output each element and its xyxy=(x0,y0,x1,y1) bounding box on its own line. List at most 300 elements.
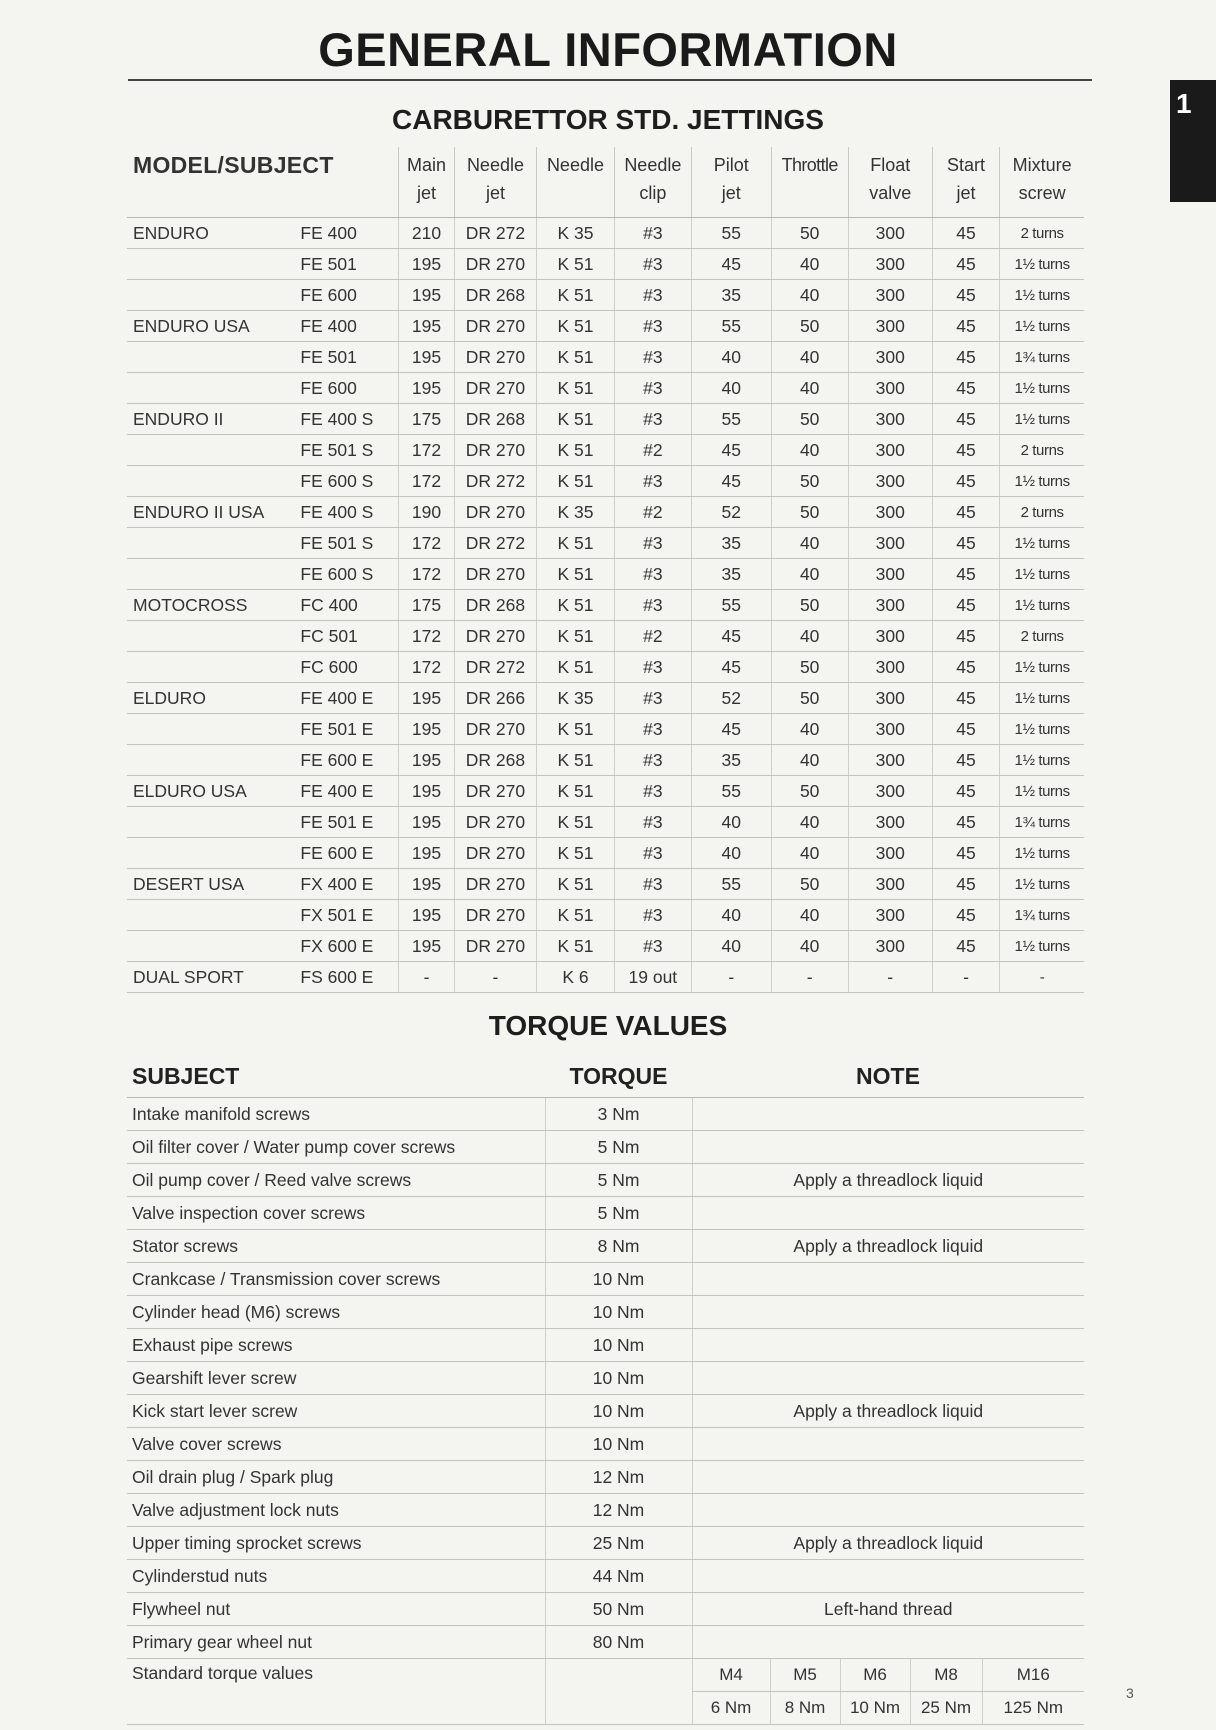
carburettor-header-row xyxy=(127,147,1084,218)
cell-needle: K 51 xyxy=(537,466,615,497)
cell-needle-jet: DR 270 xyxy=(454,311,536,342)
cell-throttle: 50 xyxy=(771,776,848,807)
standard-torque-m8: 25 Nm xyxy=(910,1692,982,1725)
cell-model: FE 600 xyxy=(294,280,398,311)
cell-start-jet: 45 xyxy=(932,776,999,807)
cell-main-jet: 195 xyxy=(399,931,455,962)
torque-note xyxy=(692,1098,1084,1131)
torque-subject: Upper timing sprocket screws xyxy=(127,1527,545,1560)
cell-group xyxy=(127,900,294,931)
cell-model: FE 400 E xyxy=(294,683,398,714)
cell-throttle: 40 xyxy=(771,621,848,652)
cell-group xyxy=(127,838,294,869)
carburettor-row xyxy=(127,652,1084,683)
cell-start-jet: 45 xyxy=(932,373,999,404)
cell-throttle: 50 xyxy=(771,404,848,435)
cell-needle-jet: DR 270 xyxy=(454,373,536,404)
torque-row xyxy=(127,1131,1084,1164)
cell-pilot-jet: 45 xyxy=(691,435,771,466)
cell-float-valve: 300 xyxy=(848,838,932,869)
cell-start-jet: 45 xyxy=(932,466,999,497)
torque-row xyxy=(127,1428,1084,1461)
cell-float-valve: 300 xyxy=(848,590,932,621)
carburettor-row xyxy=(127,528,1084,559)
cell-start-jet: 45 xyxy=(932,838,999,869)
cell-float-valve: 300 xyxy=(848,559,932,590)
cell-main-jet: 172 xyxy=(399,528,455,559)
cell-needle-jet: DR 268 xyxy=(454,745,536,776)
cell-main-jet: 172 xyxy=(399,559,455,590)
cell-main-jet: 195 xyxy=(399,838,455,869)
cell-mixture-screw: 1½ turns xyxy=(1000,776,1084,807)
cell-needle-jet: DR 268 xyxy=(454,280,536,311)
cell-needle-jet: DR 270 xyxy=(454,435,536,466)
cell-main-jet: 172 xyxy=(399,435,455,466)
torque-row xyxy=(127,1230,1084,1263)
cell-start-jet: 45 xyxy=(932,218,999,249)
cell-mixture-screw: 1½ turns xyxy=(1000,745,1084,776)
cell-pilot-jet: 55 xyxy=(691,218,771,249)
cell-pilot-jet: 45 xyxy=(691,714,771,745)
cell-model: FE 600 S xyxy=(294,466,398,497)
torque-subject: Oil drain plug / Spark plug xyxy=(127,1461,545,1494)
carburettor-row xyxy=(127,683,1084,714)
cell-needle-jet: DR 272 xyxy=(454,652,536,683)
thread-size-m16: M16 xyxy=(982,1659,1084,1692)
cell-throttle: 40 xyxy=(771,342,848,373)
cell-throttle: 40 xyxy=(771,280,848,311)
cell-needle-jet: DR 270 xyxy=(454,714,536,745)
cell-needle-jet: DR 266 xyxy=(454,683,536,714)
cell-needle: K 51 xyxy=(537,838,615,869)
cell-float-valve: 300 xyxy=(848,528,932,559)
cell-needle-clip: #3 xyxy=(614,311,691,342)
cell-mixture-screw: 1½ turns xyxy=(1000,931,1084,962)
cell-float-valve: 300 xyxy=(848,652,932,683)
cell-start-jet: 45 xyxy=(932,404,999,435)
cell-pilot-jet: 55 xyxy=(691,311,771,342)
cell-group xyxy=(127,373,294,404)
cell-throttle: 50 xyxy=(771,652,848,683)
torque-row xyxy=(127,1098,1084,1131)
cell-float-valve: 300 xyxy=(848,621,932,652)
cell-main-jet: 195 xyxy=(399,745,455,776)
cell-needle-clip: #3 xyxy=(614,528,691,559)
cell-model: FE 600 E xyxy=(294,745,398,776)
cell-pilot-jet: 40 xyxy=(691,931,771,962)
cell-pilot-jet: 40 xyxy=(691,807,771,838)
cell-group xyxy=(127,714,294,745)
cell-needle: K 51 xyxy=(537,869,615,900)
torque-subject: Primary gear wheel nut xyxy=(127,1626,545,1659)
cell-pilot-jet: - xyxy=(691,962,771,993)
torque-note xyxy=(692,1461,1084,1494)
cell-group: DESERT USA xyxy=(127,869,294,900)
cell-model: FE 400 S xyxy=(294,497,398,528)
cell-needle: K 51 xyxy=(537,249,615,280)
cell-model: FE 600 S xyxy=(294,559,398,590)
cell-needle-jet: DR 270 xyxy=(454,838,536,869)
cell-needle-jet: - xyxy=(454,962,536,993)
cell-main-jet: 195 xyxy=(399,807,455,838)
torque-note xyxy=(692,1428,1084,1461)
carburettor-row xyxy=(127,900,1084,931)
cell-start-jet: 45 xyxy=(932,621,999,652)
torque-row xyxy=(127,1296,1084,1329)
cell-needle-clip: #3 xyxy=(614,900,691,931)
cell-float-valve: 300 xyxy=(848,280,932,311)
cell-needle: K 35 xyxy=(537,218,615,249)
cell-model: FE 501 xyxy=(294,249,398,280)
cell-throttle: 50 xyxy=(771,466,848,497)
cell-mixture-screw: 1½ turns xyxy=(1000,466,1084,497)
cell-main-jet: 195 xyxy=(399,776,455,807)
cell-group: ENDURO II xyxy=(127,404,294,435)
torque-row xyxy=(127,1527,1084,1560)
cell-float-valve: 300 xyxy=(848,931,932,962)
cell-float-valve: 300 xyxy=(848,807,932,838)
cell-main-jet: 175 xyxy=(399,590,455,621)
cell-mixture-screw: 2 turns xyxy=(1000,497,1084,528)
cell-mixture-screw: 1½ turns xyxy=(1000,652,1084,683)
cell-needle: K 51 xyxy=(537,776,615,807)
torque-note: Apply a threadlock liquid xyxy=(692,1395,1084,1428)
cell-throttle: 50 xyxy=(771,311,848,342)
torque-subject: Cylinderstud nuts xyxy=(127,1560,545,1593)
cell-mixture-screw: 1½ turns xyxy=(1000,404,1084,435)
cell-float-valve: 300 xyxy=(848,900,932,931)
carburettor-row xyxy=(127,404,1084,435)
torque-note xyxy=(692,1329,1084,1362)
carburettor-row xyxy=(127,497,1084,528)
carburettor-row xyxy=(127,280,1084,311)
cell-needle-clip: #3 xyxy=(614,404,691,435)
cell-pilot-jet: 45 xyxy=(691,652,771,683)
carburettor-row xyxy=(127,838,1084,869)
torque-note xyxy=(692,1296,1084,1329)
torque-note xyxy=(692,1494,1084,1527)
torque-value: 10 Nm xyxy=(545,1329,692,1362)
cell-throttle: 40 xyxy=(771,373,848,404)
torque-value: 3 Nm xyxy=(545,1098,692,1131)
cell-float-valve: 300 xyxy=(848,342,932,373)
cell-group: ENDURO USA xyxy=(127,311,294,342)
cell-start-jet: 45 xyxy=(932,745,999,776)
torque-value: 5 Nm xyxy=(545,1131,692,1164)
cell-float-valve: 300 xyxy=(848,869,932,900)
cell-mixture-screw: 1½ turns xyxy=(1000,869,1084,900)
cell-main-jet: 190 xyxy=(399,497,455,528)
cell-model: FE 501 S xyxy=(294,528,398,559)
cell-float-valve: 300 xyxy=(848,311,932,342)
cell-throttle: 40 xyxy=(771,528,848,559)
cell-group: ELDURO USA xyxy=(127,776,294,807)
cell-throttle: 40 xyxy=(771,931,848,962)
cell-model: FE 400 xyxy=(294,218,398,249)
cell-group xyxy=(127,745,294,776)
cell-needle-clip: #3 xyxy=(614,683,691,714)
cell-needle-clip: #3 xyxy=(614,869,691,900)
cell-start-jet: 45 xyxy=(932,714,999,745)
cell-main-jet: 195 xyxy=(399,311,455,342)
cell-needle-clip: #3 xyxy=(614,466,691,497)
cell-group: DUAL SPORT xyxy=(127,962,294,993)
cell-main-jet: 195 xyxy=(399,342,455,373)
cell-throttle: 40 xyxy=(771,714,848,745)
cell-needle: K 51 xyxy=(537,900,615,931)
cell-throttle: 40 xyxy=(771,807,848,838)
thread-size-m6: M6 xyxy=(840,1659,910,1692)
cell-needle-clip: #3 xyxy=(614,342,691,373)
torque-section-title: TORQUE VALUES xyxy=(488,1010,728,1041)
carburettor-row xyxy=(127,342,1084,373)
cell-main-jet: 195 xyxy=(399,373,455,404)
header-note: NOTE xyxy=(692,1055,1084,1098)
torque-subject: Exhaust pipe screws xyxy=(127,1329,545,1362)
cell-needle: K 51 xyxy=(537,590,615,621)
cell-needle-jet: DR 270 xyxy=(454,807,536,838)
cell-model: FX 501 E xyxy=(294,900,398,931)
chapter-tab xyxy=(1170,80,1216,202)
cell-start-jet: 45 xyxy=(932,497,999,528)
cell-float-valve: 300 xyxy=(848,435,932,466)
cell-pilot-jet: 40 xyxy=(691,342,771,373)
chapter-number: 1 xyxy=(1176,88,1192,119)
cell-mixture-screw: 2 turns xyxy=(1000,435,1084,466)
carburettor-row xyxy=(127,745,1084,776)
cell-needle-clip: #3 xyxy=(614,590,691,621)
torque-row xyxy=(127,1263,1084,1296)
torque-subject: Stator screws xyxy=(127,1230,545,1263)
cell-start-jet: 45 xyxy=(932,869,999,900)
torque-row xyxy=(127,1362,1084,1395)
cell-pilot-jet: 55 xyxy=(691,404,771,435)
cell-needle: K 51 xyxy=(537,807,615,838)
cell-needle-jet: DR 270 xyxy=(454,249,536,280)
torque-value: 5 Nm xyxy=(545,1197,692,1230)
torque-row xyxy=(127,1593,1084,1626)
cell-main-jet: 195 xyxy=(399,714,455,745)
torque-subject: Oil pump cover / Reed valve screws xyxy=(127,1164,545,1197)
torque-subject: Cylinder head (M6) screws xyxy=(127,1296,545,1329)
cell-mixture-screw: 1¾ turns xyxy=(1000,900,1084,931)
cell-mixture-screw: 1½ turns xyxy=(1000,249,1084,280)
cell-float-valve: 300 xyxy=(848,714,932,745)
cell-needle-jet: DR 272 xyxy=(454,528,536,559)
torque-subject: Valve inspection cover screws xyxy=(127,1197,545,1230)
cell-model: FS 600 E xyxy=(294,962,398,993)
torque-value: 5 Nm xyxy=(545,1164,692,1197)
cell-main-jet: 172 xyxy=(399,621,455,652)
carburettor-row xyxy=(127,373,1084,404)
carburettor-row xyxy=(127,218,1084,249)
thread-size-m4: M4 xyxy=(692,1659,770,1692)
cell-main-jet: 195 xyxy=(399,280,455,311)
cell-main-jet: 195 xyxy=(399,249,455,280)
cell-float-valve: 300 xyxy=(848,776,932,807)
cell-needle: K 51 xyxy=(537,745,615,776)
cell-pilot-jet: 55 xyxy=(691,590,771,621)
torque-note xyxy=(692,1560,1084,1593)
cell-needle-jet: DR 270 xyxy=(454,931,536,962)
header-pilot-jet: Pilot jet xyxy=(691,147,771,218)
cell-float-valve: 300 xyxy=(848,497,932,528)
torque-value: 8 Nm xyxy=(545,1230,692,1263)
cell-model: FX 600 E xyxy=(294,931,398,962)
cell-start-jet: 45 xyxy=(932,528,999,559)
cell-model: FE 501 E xyxy=(294,714,398,745)
cell-needle: K 51 xyxy=(537,311,615,342)
torque-subject: Intake manifold screws xyxy=(127,1098,545,1131)
cell-needle-jet: DR 270 xyxy=(454,776,536,807)
cell-group: ELDURO xyxy=(127,683,294,714)
title-divider xyxy=(128,79,1092,81)
cell-needle-jet: DR 270 xyxy=(454,900,536,931)
cell-needle-jet: DR 272 xyxy=(454,218,536,249)
cell-needle-clip: #2 xyxy=(614,435,691,466)
cell-needle-clip: #2 xyxy=(614,497,691,528)
cell-needle: K 6 xyxy=(537,962,615,993)
cell-group: MOTOCROSS xyxy=(127,590,294,621)
cell-float-valve: 300 xyxy=(848,466,932,497)
cell-main-jet: 172 xyxy=(399,466,455,497)
torque-note: Apply a threadlock liquid xyxy=(692,1527,1084,1560)
cell-needle: K 51 xyxy=(537,714,615,745)
cell-pilot-jet: 55 xyxy=(691,869,771,900)
cell-needle: K 35 xyxy=(537,497,615,528)
header-needle: Needle xyxy=(537,147,615,218)
cell-model: FE 501 xyxy=(294,342,398,373)
cell-model: FE 600 xyxy=(294,373,398,404)
cell-needle-clip: #3 xyxy=(614,931,691,962)
torque-subject: Oil filter cover / Water pump cover screws xyxy=(127,1131,545,1164)
torque-value: 80 Nm xyxy=(545,1626,692,1659)
cell-needle-clip: #3 xyxy=(614,559,691,590)
cell-mixture-screw: 2 turns xyxy=(1000,218,1084,249)
cell-float-valve: 300 xyxy=(848,373,932,404)
cell-start-jet: 45 xyxy=(932,652,999,683)
torque-value: 12 Nm xyxy=(545,1494,692,1527)
torque-note xyxy=(692,1197,1084,1230)
cell-needle-clip: #3 xyxy=(614,838,691,869)
cell-needle-jet: DR 270 xyxy=(454,621,536,652)
torque-value: 10 Nm xyxy=(545,1395,692,1428)
cell-needle: K 51 xyxy=(537,621,615,652)
torque-subject: Valve cover screws xyxy=(127,1428,545,1461)
carburettor-row xyxy=(127,590,1084,621)
header-model-subject: MODEL/SUBJECT xyxy=(127,147,399,218)
torque-header-row xyxy=(127,1055,1084,1098)
page-number: 3 xyxy=(1126,1685,1134,1701)
cell-main-jet: 195 xyxy=(399,683,455,714)
cell-needle: K 51 xyxy=(537,435,615,466)
cell-start-jet: 45 xyxy=(932,280,999,311)
cell-needle-clip: #3 xyxy=(614,745,691,776)
cell-pilot-jet: 45 xyxy=(691,621,771,652)
cell-group xyxy=(127,652,294,683)
cell-needle-jet: DR 270 xyxy=(454,342,536,373)
cell-needle: K 51 xyxy=(537,342,615,373)
cell-throttle: 50 xyxy=(771,497,848,528)
carburettor-row xyxy=(127,621,1084,652)
header-float-valve: Float valve xyxy=(848,147,932,218)
standard-torque-empty xyxy=(545,1659,692,1725)
torque-subject: Kick start lever screw xyxy=(127,1395,545,1428)
cell-mixture-screw: 1½ turns xyxy=(1000,373,1084,404)
header-main-jet: Main jet xyxy=(399,147,455,218)
cell-needle-clip: #2 xyxy=(614,621,691,652)
cell-float-valve: 300 xyxy=(848,249,932,280)
cell-throttle: 50 xyxy=(771,869,848,900)
cell-group xyxy=(127,435,294,466)
cell-mixture-screw: 1½ turns xyxy=(1000,528,1084,559)
cell-main-jet: - xyxy=(399,962,455,993)
torque-row xyxy=(127,1395,1084,1428)
cell-start-jet: 45 xyxy=(932,900,999,931)
thread-size-m5: M5 xyxy=(770,1659,840,1692)
cell-mixture-screw: 1½ turns xyxy=(1000,311,1084,342)
cell-throttle: 40 xyxy=(771,435,848,466)
thread-size-m8: M8 xyxy=(910,1659,982,1692)
torque-row xyxy=(127,1461,1084,1494)
cell-start-jet: 45 xyxy=(932,807,999,838)
torque-note xyxy=(692,1263,1084,1296)
cell-start-jet: - xyxy=(932,962,999,993)
carburettor-row xyxy=(127,807,1084,838)
cell-pilot-jet: 45 xyxy=(691,249,771,280)
cell-float-valve: 300 xyxy=(848,218,932,249)
cell-group xyxy=(127,342,294,373)
cell-start-jet: 45 xyxy=(932,683,999,714)
cell-throttle: 40 xyxy=(771,559,848,590)
cell-mixture-screw: 1½ turns xyxy=(1000,590,1084,621)
header-needle-jet: Needle jet xyxy=(454,147,536,218)
cell-group xyxy=(127,621,294,652)
cell-needle-jet: DR 270 xyxy=(454,869,536,900)
cell-needle-clip: #3 xyxy=(614,280,691,311)
torque-subject: Flywheel nut xyxy=(127,1593,545,1626)
cell-mixture-screw: 1½ turns xyxy=(1000,280,1084,311)
carburettor-row xyxy=(127,931,1084,962)
cell-needle: K 51 xyxy=(537,559,615,590)
cell-needle: K 51 xyxy=(537,404,615,435)
cell-needle-clip: #3 xyxy=(614,249,691,280)
cell-group xyxy=(127,466,294,497)
cell-model: FC 400 xyxy=(294,590,398,621)
torque-note xyxy=(692,1131,1084,1164)
cell-main-jet: 210 xyxy=(399,218,455,249)
cell-needle-clip: #3 xyxy=(614,807,691,838)
torque-note: Apply a threadlock liquid xyxy=(692,1230,1084,1263)
standard-torque-size-row xyxy=(127,1659,1084,1692)
cell-pilot-jet: 35 xyxy=(691,280,771,311)
cell-needle-jet: DR 270 xyxy=(454,497,536,528)
cell-mixture-screw: 1¾ turns xyxy=(1000,342,1084,373)
cell-pilot-jet: 35 xyxy=(691,528,771,559)
standard-torque-m5: 8 Nm xyxy=(770,1692,840,1725)
cell-main-jet: 195 xyxy=(399,869,455,900)
cell-throttle: 50 xyxy=(771,683,848,714)
torque-value: 10 Nm xyxy=(545,1362,692,1395)
cell-needle: K 51 xyxy=(537,280,615,311)
torque-row xyxy=(127,1164,1084,1197)
header-mixture-screw: Mixture screw xyxy=(1000,147,1084,218)
cell-model: FE 600 E xyxy=(294,838,398,869)
cell-pilot-jet: 40 xyxy=(691,900,771,931)
cell-throttle: 40 xyxy=(771,745,848,776)
cell-needle: K 51 xyxy=(537,931,615,962)
torque-note: Left-hand thread xyxy=(692,1593,1084,1626)
